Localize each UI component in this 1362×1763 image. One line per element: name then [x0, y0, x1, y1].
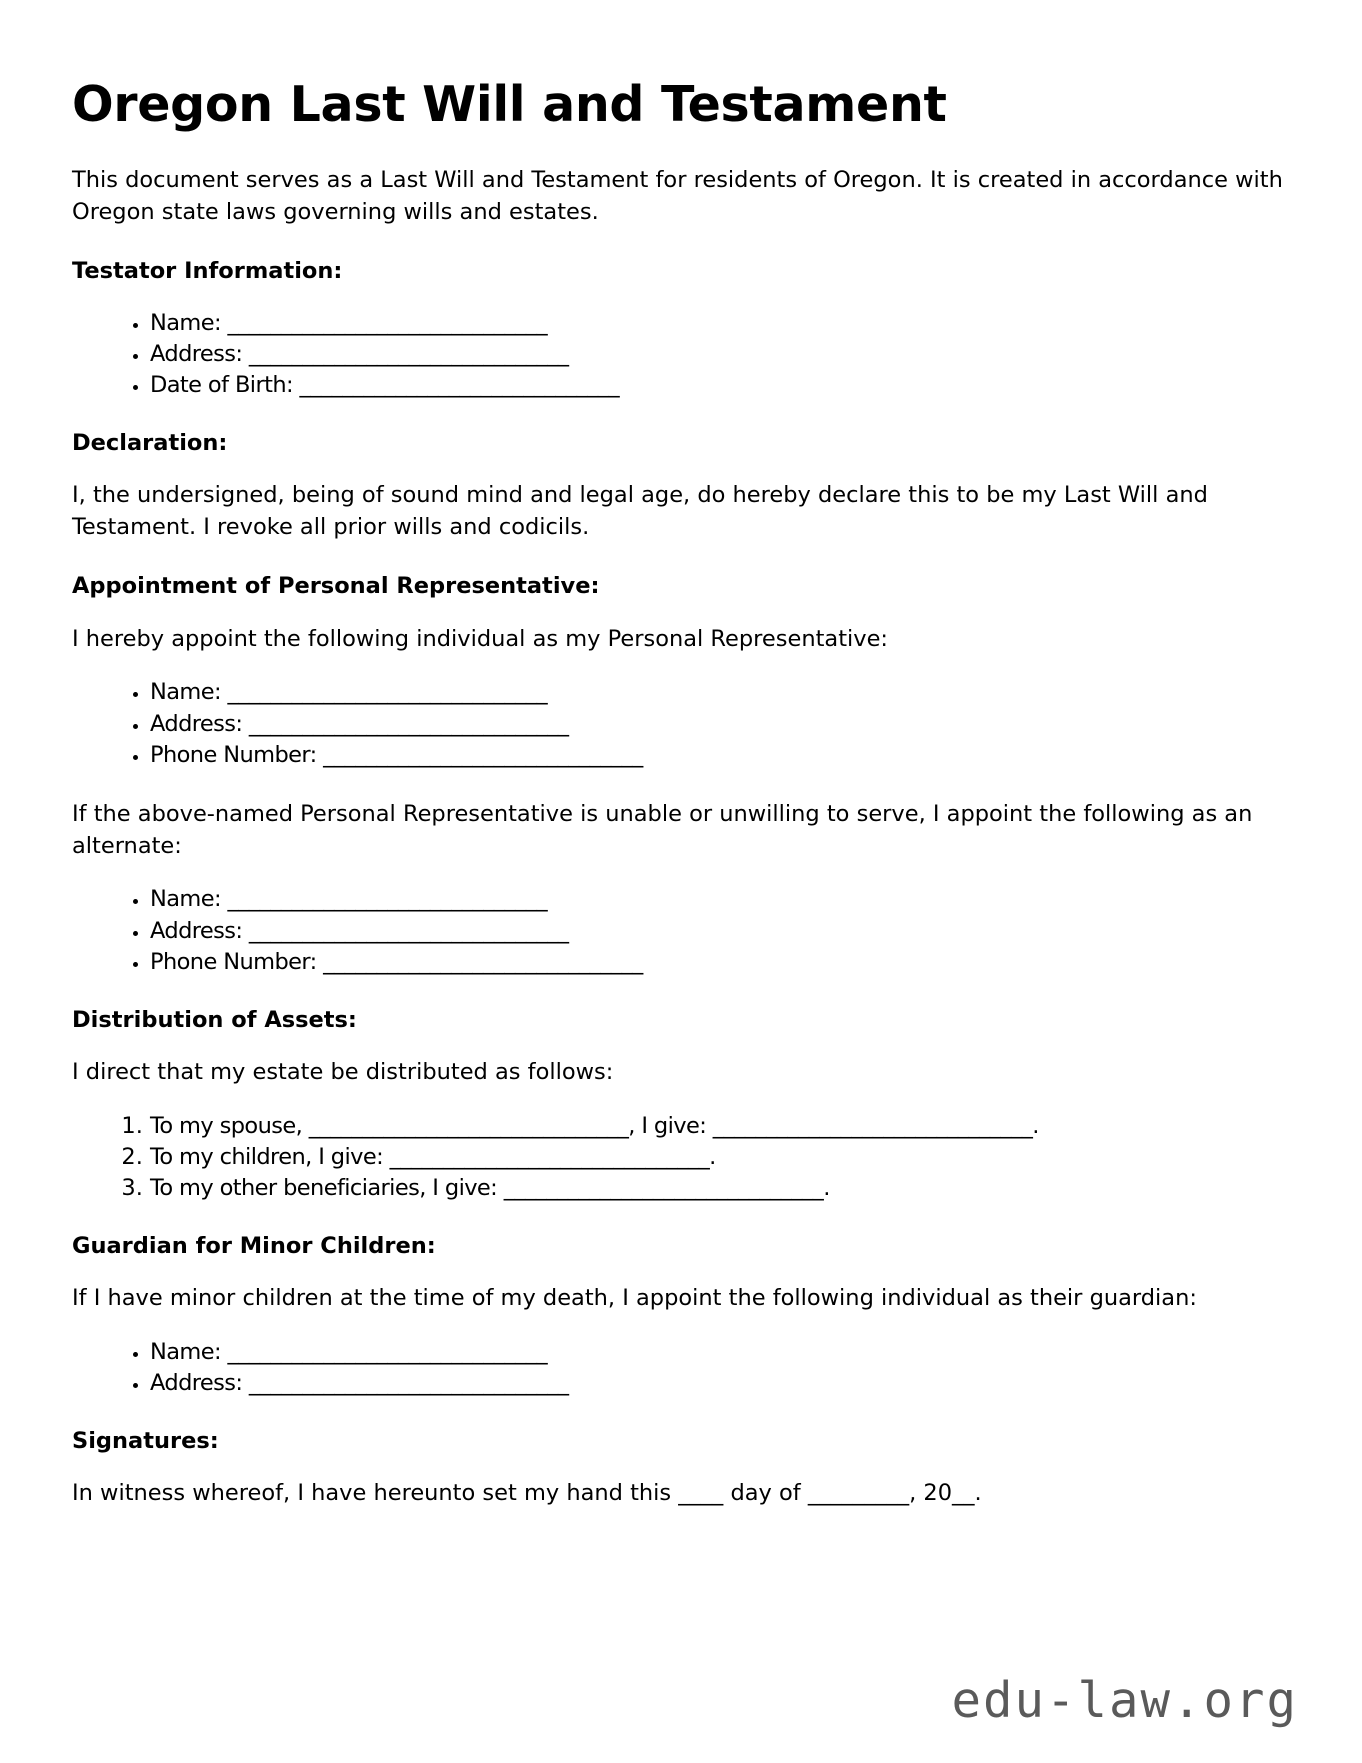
- section-heading-distribution-of-assets: Distribution of Assets:: [72, 1006, 357, 1033]
- section-heading-appointment-of-personal-representative: Appointment of Personal Representative:: [72, 573, 600, 600]
- spacer: [72, 1315, 1290, 1337]
- page-title: Oregon Last Will and Testament: [72, 76, 947, 133]
- list-item: [150, 370, 1290, 401]
- testator-address-blank[interactable]: Address: ______________________________: [150, 341, 569, 368]
- personal-representative-intro: I hereby appoint the following individual as my Personal Representative:: [72, 625, 889, 652]
- spacer: [72, 1456, 1290, 1478]
- representative-address-blank[interactable]: Address: ______________________________: [150, 710, 569, 737]
- personal-representative-list: [72, 677, 1290, 770]
- representative-name-blank[interactable]: Name: ______________________________: [150, 679, 548, 706]
- testator-name-blank[interactable]: Name: ______________________________: [150, 310, 548, 336]
- list-item: [150, 947, 1290, 978]
- list-item: [150, 740, 1290, 771]
- list-item: [150, 1337, 1290, 1368]
- spacer: [72, 862, 1290, 884]
- alternate-representative-list: [72, 884, 1290, 977]
- declaration-paragraph: I, the undersigned, being of sound mind and legal age, do hereby declare this to be my Last Will and Testament. I revoke all prior wills and codicils.: [72, 482, 1208, 541]
- spacer: [72, 401, 1290, 429]
- spacer: [72, 1035, 1290, 1057]
- site-watermark: edu-law.org: [951, 1672, 1298, 1729]
- testator-information-list: [72, 308, 1290, 401]
- spacer: [72, 1204, 1290, 1232]
- guardian-address-blank[interactable]: Address: ______________________________: [150, 1370, 569, 1397]
- guardian-intro: If I have minor children at the time of my death, I appoint the following individual as their guardian:: [72, 1285, 1197, 1312]
- section-heading-guardian-for-minor-children: Guardian for Minor Children:: [72, 1232, 436, 1259]
- spacer: [72, 1261, 1290, 1283]
- list-item: [150, 1142, 1290, 1173]
- distribution-children-blank[interactable]: To my children, I give: ______________________________.: [150, 1143, 716, 1170]
- alternate-address-blank[interactable]: Address: ______________________________: [150, 917, 569, 944]
- spacer: [72, 655, 1290, 677]
- alternate-name-blank[interactable]: Name: ______________________________: [150, 886, 548, 913]
- section-heading-declaration: Declaration:: [72, 430, 228, 457]
- spacer: [72, 544, 1290, 572]
- section-heading-signatures: Signatures:: [72, 1428, 219, 1455]
- testator-date-of-birth-blank[interactable]: Date of Birth: ______________________________: [150, 372, 620, 399]
- spacer: [72, 286, 1290, 308]
- spacer: [72, 771, 1290, 799]
- list-item: [150, 1368, 1290, 1399]
- representative-phone-blank[interactable]: Phone Number: ______________________________: [150, 741, 643, 768]
- guardian-list: [72, 1337, 1290, 1399]
- list-item: [150, 1111, 1290, 1142]
- spacer: [72, 602, 1290, 624]
- spacer: [72, 978, 1290, 1006]
- list-item: [150, 916, 1290, 947]
- distribution-of-assets-list: [72, 1111, 1290, 1204]
- spacer: [72, 458, 1290, 480]
- spacer: [72, 1089, 1290, 1111]
- section-heading-testator-information: Testator Information:: [72, 257, 343, 284]
- alternate-representative-intro: If the above-named Personal Representative is unable or unwilling to serve, I appoint the following as an alternate:: [72, 800, 1253, 859]
- list-item: [150, 709, 1290, 740]
- list-item: [150, 339, 1290, 370]
- list-item: [150, 1173, 1290, 1204]
- list-item: [150, 884, 1290, 915]
- guardian-name-blank[interactable]: Name: ______________________________: [150, 1339, 548, 1366]
- intro-paragraph: This document serves as a Last Will and Testament for residents of Oregon. It is created in accordance with Oregon state laws governing wills and estates.: [72, 166, 1283, 225]
- list-item: [150, 308, 1290, 339]
- signatures-paragraph: In witness whereof, I have hereunto set my hand this ____ day of _________, 20__.: [72, 1480, 982, 1507]
- distribution-other-beneficiaries-blank[interactable]: To my other beneficiaries, I give: ______________________________.: [150, 1174, 830, 1201]
- distribution-spouse-blank[interactable]: To my spouse, ______________________________, I give: ______________________________.: [150, 1112, 1039, 1139]
- spacer: [72, 1399, 1290, 1427]
- list-item: [150, 677, 1290, 708]
- alternate-phone-blank[interactable]: Phone Number: ______________________________: [150, 948, 643, 975]
- spacer: [72, 229, 1290, 257]
- distribution-intro: I direct that my estate be distributed as follows:: [72, 1058, 614, 1085]
